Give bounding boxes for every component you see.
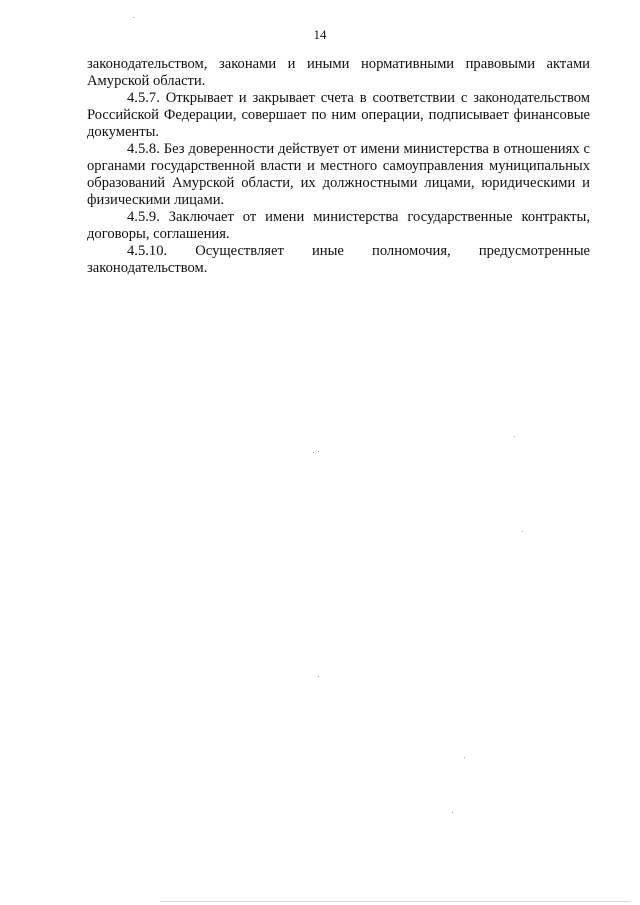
scan-speck: [133, 17, 134, 18]
scan-edge-line: [160, 901, 630, 902]
paragraph-4-5-10: 4.5.10. Осуществляет иные полномочия, предусмотренные законодательством.: [87, 243, 590, 276]
paragraph-4-5-8: 4.5.8. Без доверенности действует от имени министерства в отношениях с органами государственной власти и местного самоуправления муниципальных образований Амурской области, их должностными лицами, юридическими и физическими лицами.: [87, 141, 590, 208]
scan-speck: [522, 531, 523, 532]
paragraph-4-5-9: 4.5.9. Заключает от имени министерства государственные контракты, договоры, соглашения.: [87, 209, 590, 242]
scan-speck: [318, 676, 319, 677]
page-number: 14: [313, 27, 327, 42]
scan-speck: [464, 757, 465, 758]
scan-speck: [514, 436, 515, 437]
scan-speck: [313, 452, 314, 453]
document-body: [87, 56, 590, 277]
paragraph-continuation: законодательством, законами и иными нормативными правовыми актами Амурской области.: [87, 56, 590, 89]
paragraph-4-5-7: 4.5.7. Открывает и закрывает счета в соответствии с законодательством Российской Федерации, совершает по ним операции, подписывает финансовые документы.: [87, 90, 590, 140]
scan-speck: [452, 812, 453, 813]
scan-speck: [318, 451, 319, 452]
